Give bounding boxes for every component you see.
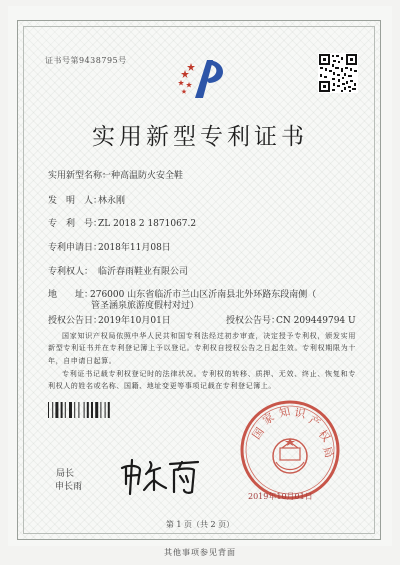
bottom-note: 其他事项参见背面	[164, 548, 236, 557]
patent-number-value: ZL 2018 2 1871067.2	[98, 219, 197, 229]
address-label: 地 址：	[48, 290, 94, 300]
patent-number-label: 专 利 号：	[48, 219, 103, 229]
svg-text:权: 权	[315, 427, 333, 445]
svg-text:国: 国	[249, 425, 267, 442]
address-value-line2: 管圣涵泉旅游度假村对过）	[91, 301, 200, 311]
svg-text:局: 局	[320, 444, 336, 460]
grant-number-value: CN 209449794 U	[276, 316, 356, 326]
svg-text:识: 识	[293, 406, 307, 421]
inventor-row	[48, 193, 125, 206]
address-value-line1: 276000 山东省临沂市兰山区沂南县北外环路东段南侧（	[90, 290, 317, 300]
grant-date-value: 2019年10月01日	[98, 316, 171, 326]
svg-text:产: 产	[306, 413, 323, 431]
patentee-row	[48, 264, 188, 277]
document-title: 实用新型专利证书	[92, 124, 308, 150]
certificate-number: 证书号第9438795号	[45, 56, 127, 65]
inventor-label: 发 明 人：	[48, 196, 103, 206]
utility-model-name-row	[48, 168, 183, 181]
utility-model-name-value: 一种高温防火安全鞋	[102, 171, 184, 181]
director-title: 局长	[56, 469, 75, 479]
office-seal	[238, 398, 342, 502]
grant-paragraph: 国家知识产权局依照中华人民共和国专利法经过初步审查，决定授予专利权，颁发实用新型专利证书并在专利登记簿上予以登记。专利权自授权公告之日起生效。专利权期限为十年，自申请日起算。	[48, 332, 356, 365]
qr-code-icon	[318, 53, 358, 93]
grant-number-row	[226, 313, 356, 326]
patentee-label: 专利权人：	[48, 267, 94, 277]
director-name: 申长雨	[55, 482, 83, 492]
grant-date-label: 授权公告日：	[48, 316, 103, 326]
filing-date-label: 专利申请日：	[48, 243, 103, 253]
utility-model-name-label: 实用新型名称：	[48, 171, 112, 181]
legal-status-paragraph: 专利证书记载专利权登记时的法律状况。专利权的转移、质押、无效、终止、恢复和专利权人的姓名或名称、国籍、地址变更等事项记载在专利登记簿上。	[48, 370, 356, 391]
grant-number-label: 授权公告号：	[226, 316, 281, 326]
barcode-icon	[48, 402, 114, 418]
page-indicator: 第 1 页（共 2 页）	[165, 520, 235, 529]
patent-number-row	[48, 216, 196, 229]
inventor-value: 林永刚	[98, 196, 126, 206]
director-signature	[118, 454, 202, 496]
patentee-value: 临沂春雨鞋业有限公司	[98, 267, 189, 277]
patent-office-logo	[175, 52, 235, 102]
svg-text:知: 知	[277, 404, 292, 420]
svg-text:家: 家	[260, 410, 277, 428]
filing-date-value: 2018年11月08日	[98, 243, 171, 253]
filing-date-row	[48, 240, 171, 253]
seal-date: 2019年10月01日	[248, 492, 313, 501]
grant-date-row	[48, 313, 171, 326]
